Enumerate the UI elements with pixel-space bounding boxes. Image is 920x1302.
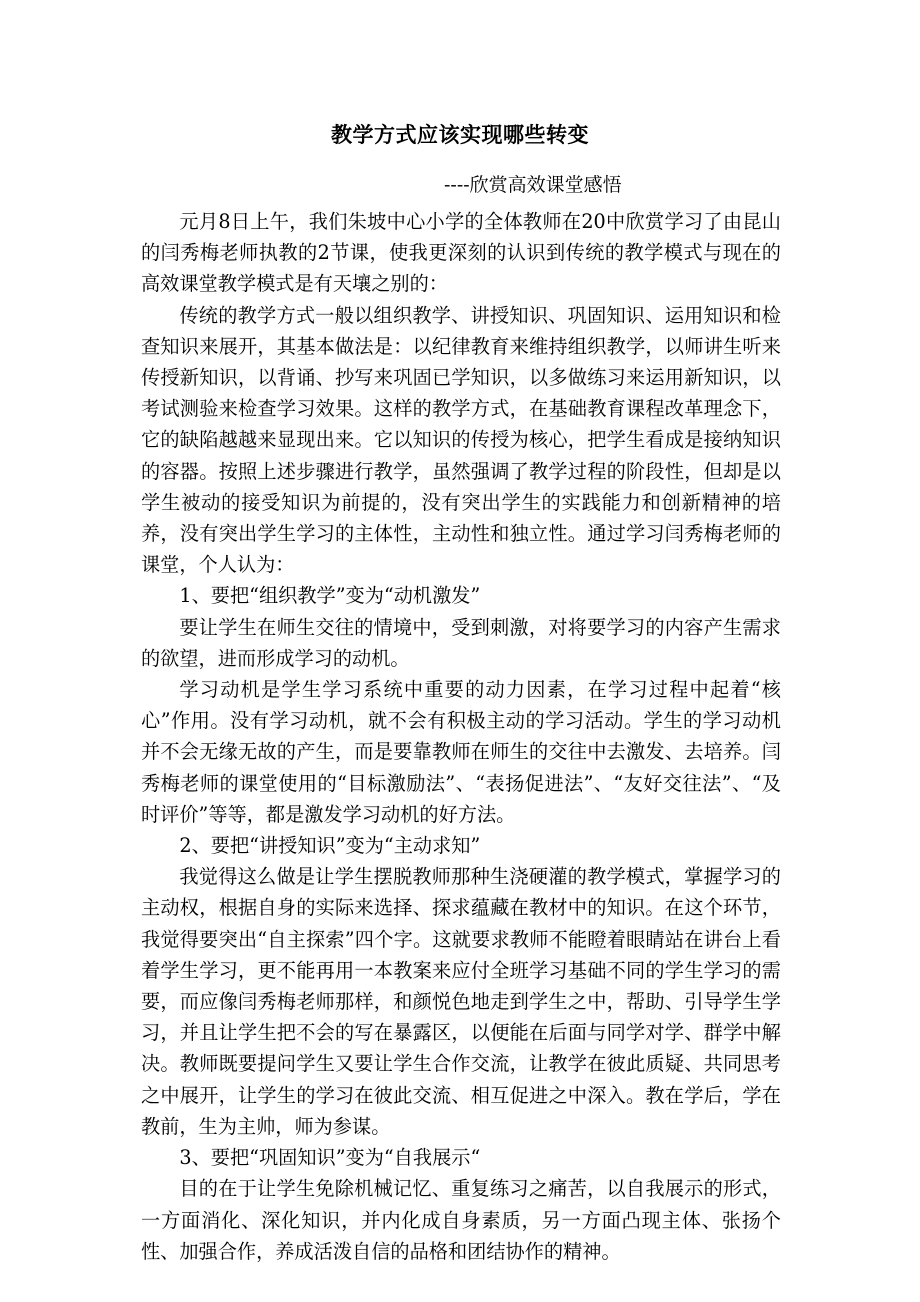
section-heading-1: 1、要把“组织教学”变为“动机激发” [179,584,481,608]
traditional-method-paragraph: 传统的教学方式一般以组织教学、讲授知识、巩固知识、运用知识和检查知识来展开，其基本做法是：以纪律教育来维持组织教学，以师讲生听来传授新知识，以背诵、抄写来巩固已学知识，以多做练习来运用新知识，以考试测验来检查学习效果。这样的教学方式，在基础教育课程改革理念下，它的缺陷越越来显现出来。它以知识的传授为核心，把学生看成是接纳知识的容器。按照上述步骤进行教学，虽然强调了教学过程的阶段性，但却是以学生被动的接受知识为前提的，没有突出学生的实践能力和创新精神的培养，没有突出学生学习的主体性，主动性和独立性。通过学习闫秀梅老师的课堂，个人认为： [141,303,781,577]
body-paragraph: 学习动机是学生学习系统中重要的动力因素，在学习过程中起着“核心”作用。没有学习动机，就不会有积极主动的学习活动。学生的学习动机并不会无缘无故的产生，而是要靠教师在师生的交往中去激发、去培养。闫秀梅老师的课堂使用的“目标激励法”、“表扬促进法”、“友好交往法”、“及时评价”等等，都是激发学习动机的好方法。 [141,678,781,826]
intro-paragraph: 元月8日上午，我们朱坡中心小学的全体教师在20中欣赏学习了由昆山的闫秀梅老师执教的2节课，使我更深刻的认识到传统的教学模式与现在的高效课堂教学模式是有天壤之别的： [141,210,781,296]
document-body [141,206,781,1267]
body-paragraph: 我觉得这么做是让学生摆脱教师那种生浇硬灌的教学模式，掌握学习的主动权，根据自身的实际来选择、探求蕴藏在教材中的知识。在这个环节，我觉得要突出“自主探索”四个字。这就要求教师不能瞪着眼睛站在讲台上看着学生学习，更不能再用一本教案来应付全班学习基础不同的学生学习的需要，而应像闫秀梅老师那样，和颜悦色地走到学生之中，帮助、引导学生学习，并且让学生把不会的写在暴露区，以便能在后面与同学对学、群学中解决。教师既要提问学生又要让学生合作交流，让教学在彼此质疑、共同思考之中展开，让学生的学习在彼此交流、相互促进之中深入。教在学后，学在教前，生为主帅，师为参谋。 [141,865,781,1138]
body-paragraph: 目的在于让学生免除机械记忆、重复练习之痛苦，以自我展示的形式，一方面消化、深化知识，并内化成自身素质，另一方面凸现主体、张扬个性、加强合作，养成活泼自信的品格和团结协作的精神。 [141,1177,781,1263]
body-paragraph: 要让学生在师生交往的情境中，受到刺激，对将要学习的内容产生需求的欲望，进而形成学习的动机。 [141,615,781,670]
section-heading-2: 2、要把“讲授知识”变为“主动求知” [179,834,481,858]
section-heading-3: 3、要把“巩固知识”变为“自我展示“ [179,1146,481,1170]
document-subtitle: ----欣赏高效课堂感悟 [444,174,622,196]
document-title: 教学方式应该实现哪些转变 [331,122,589,147]
